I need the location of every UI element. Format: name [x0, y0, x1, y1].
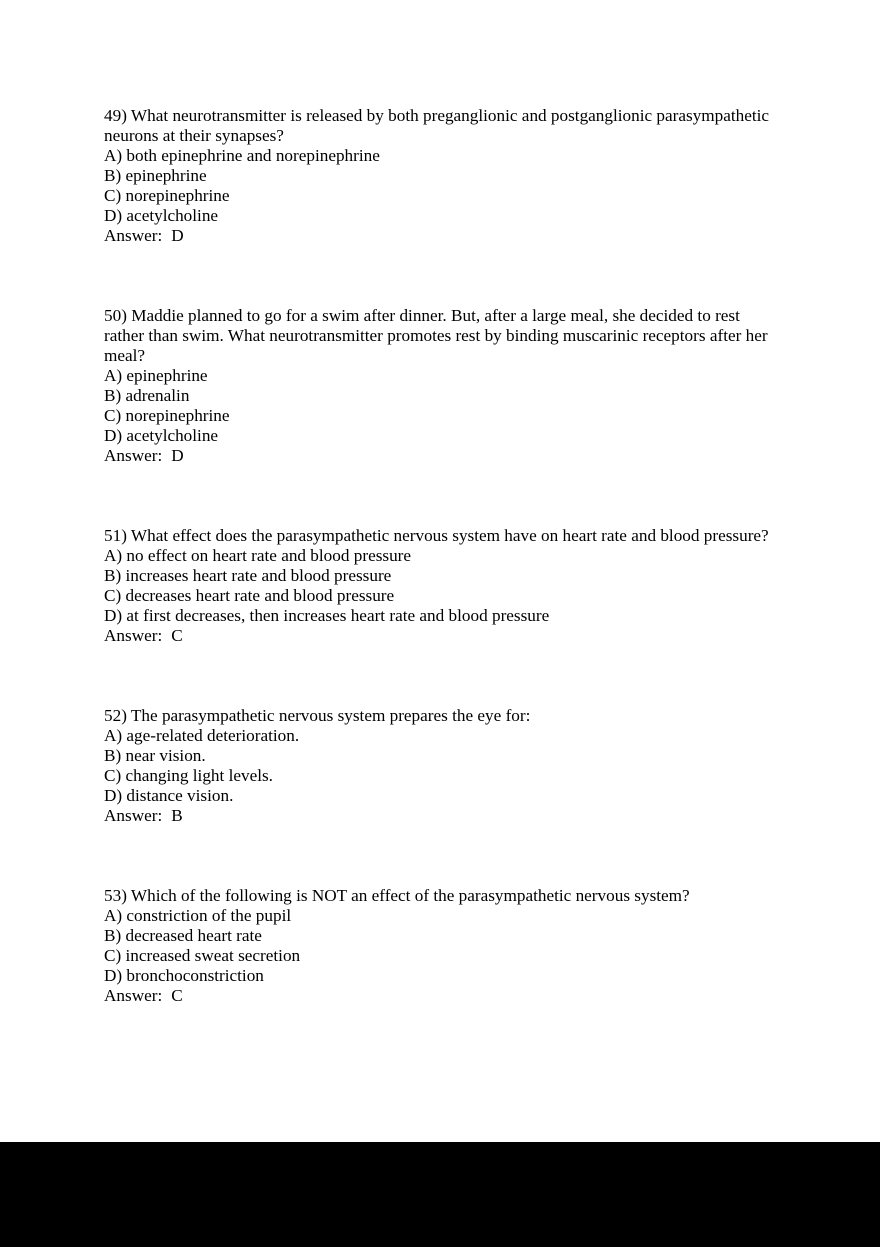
- answer-value: B: [171, 806, 183, 825]
- question-block: [104, 886, 776, 1006]
- answer-line: [104, 806, 776, 826]
- answer-choice: D) bronchoconstriction: [104, 966, 264, 985]
- answer-line: [104, 986, 776, 1006]
- answer-choice: B) epinephrine: [104, 166, 207, 185]
- answer-choice: C) decreases heart rate and blood pressure: [104, 586, 395, 605]
- question-block: [104, 526, 776, 646]
- answer-choice: D) distance vision.: [104, 786, 234, 805]
- answer-value: C: [171, 986, 183, 1005]
- answer-choice: D) acetylcholine: [104, 426, 219, 445]
- question-text: [104, 526, 776, 546]
- answer-label: Answer:: [104, 226, 163, 245]
- question-block: [104, 106, 776, 246]
- answer-value: C: [171, 626, 183, 645]
- answer-choice: A) age-related deterioration.: [104, 726, 300, 745]
- answer-line: [104, 446, 776, 466]
- choices-list: [104, 906, 776, 986]
- question-block: [104, 706, 776, 826]
- question-number: 49): [104, 106, 127, 125]
- answer-choice: A) epinephrine: [104, 366, 208, 385]
- answer-value: D: [171, 446, 184, 465]
- answer-choice: D) at first decreases, then increases heart rate and blood pressure: [104, 606, 550, 625]
- question-text: [104, 886, 776, 906]
- question-number: 51): [104, 526, 127, 545]
- answer-choice: D) acetylcholine: [104, 206, 219, 225]
- answer-choice: B) near vision.: [104, 746, 206, 765]
- answer-choice: A) no effect on heart rate and blood pressure: [104, 546, 412, 565]
- answer-choice: C) norepinephrine: [104, 186, 230, 205]
- choices-list: [104, 146, 776, 226]
- answer-value: D: [171, 226, 184, 245]
- question-number: 50): [104, 306, 127, 325]
- question-text: [104, 106, 776, 146]
- question-body: Maddie planned to go for a swim after dinner. But, after a large meal, she decided to rest rather than swim. What neurotransmitter promotes rest by binding muscarinic receptors after her meal?: [104, 306, 768, 365]
- answer-choice: B) decreased heart rate: [104, 926, 262, 945]
- choices-list: [104, 366, 776, 446]
- answer-choice: A) both epinephrine and norepinephrine: [104, 146, 380, 165]
- answer-choice: A) constriction of the pupil: [104, 906, 292, 925]
- choices-list: [104, 726, 776, 806]
- question-text: [104, 706, 776, 726]
- answer-line: [104, 226, 776, 246]
- question-body: The parasympathetic nervous system prepares the eye for:: [130, 706, 531, 725]
- answer-choice: C) increased sweat secretion: [104, 946, 301, 965]
- answer-choice: B) increases heart rate and blood pressure: [104, 566, 392, 585]
- answer-choice: B) adrenalin: [104, 386, 190, 405]
- answer-choice: C) norepinephrine: [104, 406, 230, 425]
- question-block: [104, 306, 776, 466]
- questions-container: [104, 106, 776, 1066]
- question-number: 53): [104, 886, 127, 905]
- bottom-black-bar: [0, 1142, 880, 1247]
- question-text: [104, 306, 776, 366]
- answer-choice: C) changing light levels.: [104, 766, 273, 785]
- answer-label: Answer:: [104, 446, 163, 465]
- question-body: What neurotransmitter is released by both preganglionic and postganglionic parasympathetic neurons at their synapses?: [104, 106, 770, 145]
- question-body: Which of the following is NOT an effect of the parasympathetic nervous system?: [130, 886, 690, 905]
- question-number: 52): [104, 706, 127, 725]
- choices-list: [104, 546, 776, 626]
- answer-label: Answer:: [104, 626, 163, 645]
- answer-line: [104, 626, 776, 646]
- answer-label: Answer:: [104, 986, 163, 1005]
- question-body: What effect does the parasympathetic nervous system have on heart rate and blood pressure?: [130, 526, 769, 545]
- answer-label: Answer:: [104, 806, 163, 825]
